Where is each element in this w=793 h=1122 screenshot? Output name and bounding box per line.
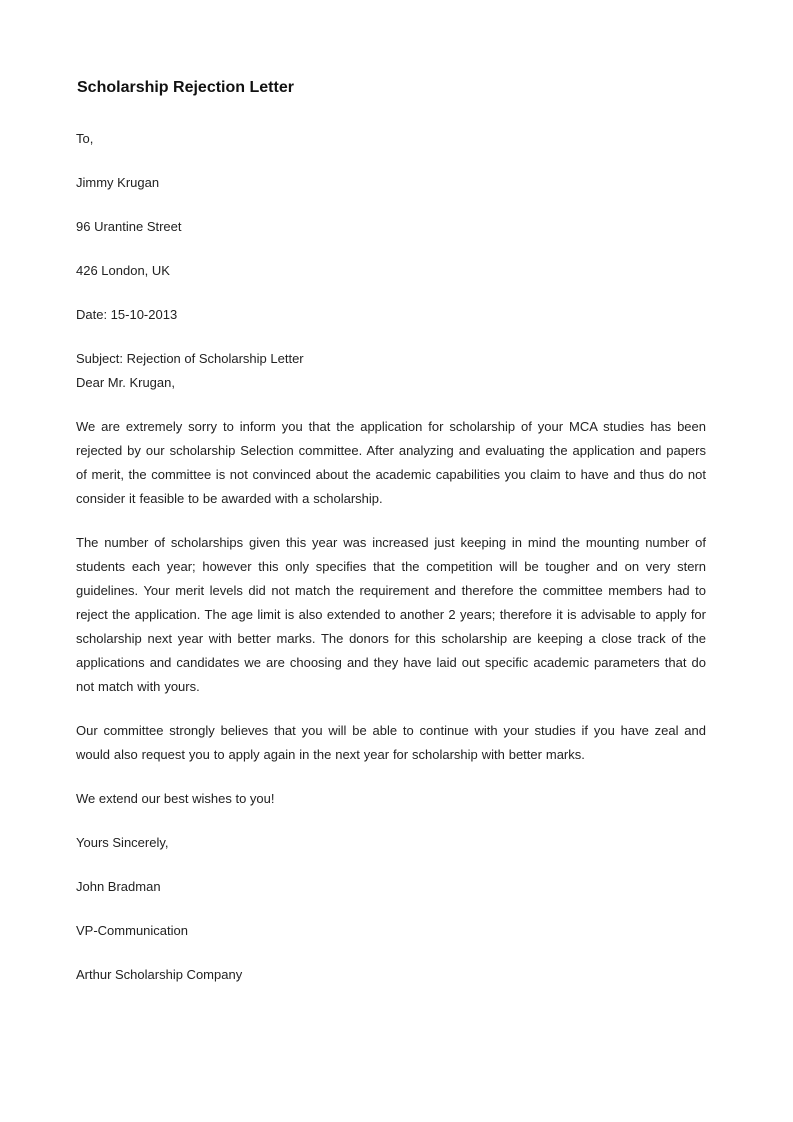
company-name: Arthur Scholarship Company — [76, 967, 243, 982]
paragraph-2: The number of scholarships given this year was increased just keeping in mind the mounting number of students each year; however this only specifies that the competition will be tougher and on very stern guidelines. Your merit levels did not match the requirement and therefore the committee members had to reject the application. The age limit is also extended to another 2 years; therefore it is advisable to apply for scholarship next year with better marks. The donors for this scholarship are keeping a close track of the applications and candidates we are choosing and they have laid out specific academic parameters that do not match with yours. — [76, 535, 706, 694]
letter-date: Date: 15-10-2013 — [76, 307, 178, 322]
address-line-2: 426 London, UK — [76, 263, 170, 278]
salutation: Dear Mr. Krugan, — [76, 375, 175, 390]
sender-title: VP-Communication — [76, 923, 188, 938]
letter-body — [76, 78, 706, 1007]
letter-title: Scholarship Rejection Letter — [77, 79, 294, 96]
sender-name: John Bradman — [76, 879, 161, 894]
paragraph-3: Our committee strongly believes that you will be able to continue with your studies if you have zeal and would also request you to apply again in the next year for scholarship with better marks. — [76, 723, 706, 762]
paragraph-1: We are extremely sorry to inform you that the application for scholarship of your MCA studies has been rejected by our scholarship Selection committee. After analyzing and evaluating the application and papers of merit, the committee is not convinced about the academic capabilities you claim to have and thus do not consider it feasible to be awarded with a scholarship. — [76, 419, 706, 506]
letter-subject: Subject: Rejection of Scholarship Letter — [76, 351, 304, 366]
address-line-1: 96 Urantine Street — [76, 219, 182, 234]
recipient-name: Jimmy Krugan — [76, 175, 160, 190]
to-label: To, — [76, 131, 94, 146]
closing: Yours Sincerely, — [76, 835, 169, 850]
best-wishes: We extend our best wishes to you! — [76, 791, 275, 806]
